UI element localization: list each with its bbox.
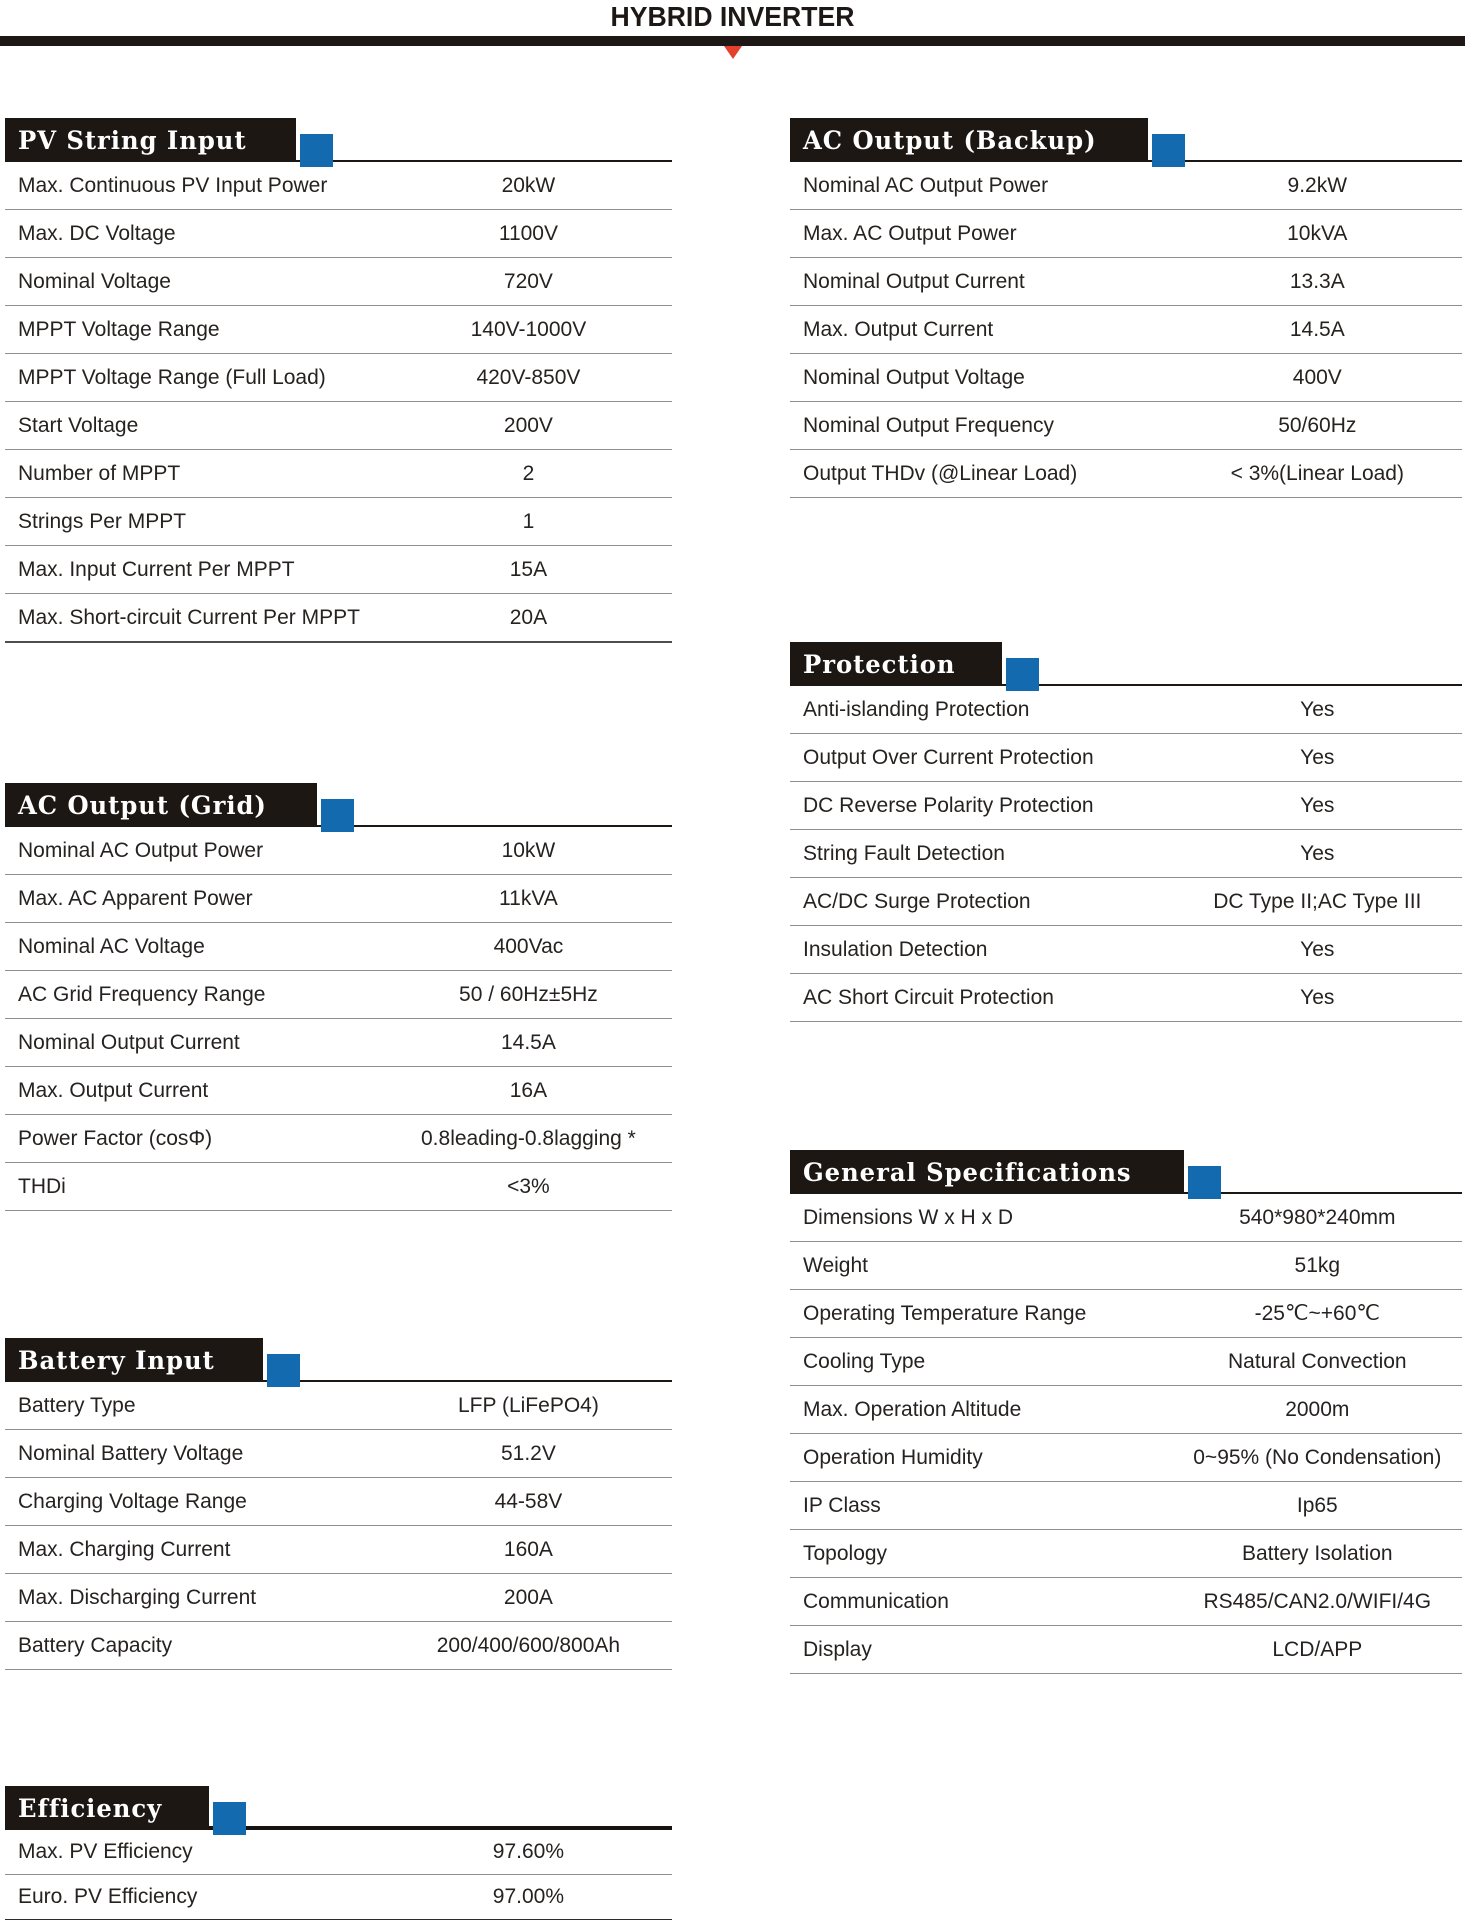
spec-row [5,1574,672,1622]
spec-label: MPPT Voltage Range [18,317,220,341]
spec-value: 540*980*240mm [1239,1205,1396,1229]
spec-value: -25℃~+60℃ [1254,1302,1380,1325]
section-title: AC Output (Backup) [803,125,1097,155]
spec-row [5,1622,672,1670]
spec-value: 720V [503,269,553,293]
section-ac-output-backup [790,118,1462,498]
spec-row [5,1526,672,1574]
spec-value: 2000m [1285,1397,1350,1421]
spec-row [790,402,1462,450]
spec-value: 20kW [501,173,556,197]
spec-value: 0.8leading-0.8lagging * [421,1126,636,1150]
spec-row [5,971,672,1019]
section-title: Battery Input [18,1345,215,1375]
spec-label: Operating Temperature Range [803,1301,1087,1325]
spec-label: Charging Voltage Range [18,1489,247,1513]
spec-table [790,1194,1462,1674]
red-triangle-marker [724,46,742,59]
spec-label: Cooling Type [803,1349,926,1373]
spec-value: 400Vac [493,934,564,958]
section-protection [790,642,1462,1022]
spec-label: Output THDv (@Linear Load) [803,461,1078,485]
spec-value: 14.5A [1289,317,1345,341]
spec-label: Start Voltage [18,413,139,437]
spec-value: 20A [509,605,548,629]
spec-row [5,546,672,594]
section-header [5,1338,672,1382]
spec-label: Max. AC Output Power [803,221,1017,245]
spec-row [790,926,1462,974]
spec-row [5,1067,672,1115]
spec-value: 50 / 60Hz±5Hz [459,982,598,1006]
spec-label: Euro. PV Efficiency [18,1885,198,1908]
spec-value: 51kg [1294,1253,1341,1277]
spec-row [790,450,1462,498]
spec-label: Nominal AC Voltage [18,934,205,958]
spec-label: Nominal AC Output Power [18,838,264,862]
spec-row [790,162,1462,210]
spec-label: Nominal Output Current [18,1030,240,1054]
spec-value: Yes [1300,985,1335,1009]
spec-row [5,1163,672,1211]
spec-label: Communication [803,1589,949,1613]
spec-row [790,782,1462,830]
spec-label: Nominal Output Current [803,269,1025,293]
section-header-bar [5,1338,263,1382]
spec-label: Battery Type [18,1393,136,1417]
section-general-specifications [790,1150,1462,1674]
spec-label: Nominal Voltage [18,269,171,293]
spec-table [5,1382,672,1670]
spec-row [790,1626,1462,1674]
spec-value: 2 [522,461,535,485]
spec-label: THDi [18,1174,66,1198]
spec-value: Natural Convection [1228,1349,1407,1373]
spec-row [790,1434,1462,1482]
spec-row [5,594,672,643]
spec-value: 200/400/600/800Ah [436,1633,621,1657]
spec-value: 51.2V [500,1441,556,1465]
spec-label: Nominal Output Frequency [803,413,1054,437]
spec-row [790,830,1462,878]
spec-value: 10kW [501,838,556,862]
section-header [790,1150,1462,1194]
spec-value: DC Type II;AC Type III [1213,889,1422,913]
spec-label: Max. AC Apparent Power [18,886,253,910]
section-header [790,642,1462,686]
section-header [5,783,672,827]
section-battery-input [5,1338,672,1670]
blue-accent-square [267,1354,300,1387]
section-header-bar [5,783,317,827]
section-ac-output-grid [5,783,672,1211]
spec-row [5,498,672,546]
spec-row [5,1115,672,1163]
spec-row [5,1875,672,1920]
section-header-bar [790,642,1002,686]
spec-value: Yes [1300,841,1335,865]
spec-label: Output Over Current Protection [803,745,1094,769]
spec-value: 16A [509,1078,548,1102]
spec-row [5,306,672,354]
spec-row [790,210,1462,258]
spec-row [790,974,1462,1022]
spec-value: Ip65 [1296,1493,1338,1517]
blue-accent-square [1188,1166,1221,1199]
spec-row [790,1338,1462,1386]
spec-label: MPPT Voltage Range (Full Load) [18,365,326,389]
spec-value: 50/60Hz [1278,413,1357,437]
spec-label: Nominal Battery Voltage [18,1441,244,1465]
spec-value: LFP (LiFePO4) [458,1393,599,1417]
blue-accent-square [300,134,333,167]
section-title: Efficiency [18,1793,163,1823]
spec-label: Topology [803,1541,888,1565]
spec-label: Nominal Output Voltage [803,365,1025,389]
spec-value: 15A [509,557,548,581]
spec-label: Max. Operation Altitude [803,1397,1022,1421]
spec-value: Yes [1300,793,1335,817]
spec-label: Power Factor (cosΦ) [18,1126,213,1150]
spec-value: 1 [522,509,535,533]
spec-row [5,923,672,971]
title-divider-rule [0,36,1465,46]
spec-label: Max. Continuous PV Input Power [18,173,328,197]
spec-label: AC Grid Frequency Range [18,982,266,1006]
section-header [5,1786,672,1830]
spec-value: 140V-1000V [470,317,587,341]
spec-label: Battery Capacity [18,1633,173,1657]
spec-row [5,1430,672,1478]
section-header-bar [790,118,1148,162]
spec-row [5,1019,672,1067]
spec-label: Strings Per MPPT [18,509,187,533]
spec-label: Max. DC Voltage [18,221,176,245]
spec-value: 0~95% (No Condensation) [1193,1445,1442,1469]
spec-row [5,450,672,498]
blue-accent-square [321,799,354,832]
spec-value: 11kVA [499,886,558,910]
spec-row [5,1478,672,1526]
spec-row [790,1386,1462,1434]
spec-value: 200A [503,1585,553,1609]
spec-label: Weight [803,1253,868,1277]
spec-row [790,258,1462,306]
spec-row [5,354,672,402]
spec-label: Max. PV Efficiency [18,1840,193,1863]
spec-value: Yes [1300,745,1335,769]
spec-label: AC Short Circuit Protection [803,985,1054,1009]
spec-row [790,878,1462,926]
section-header [790,118,1462,162]
section-title: Protection [803,649,956,679]
spec-value: <3% [507,1174,550,1198]
spec-value: 160A [503,1537,553,1561]
spec-value: 97.00% [492,1885,565,1908]
spec-row [790,1290,1462,1338]
spec-row [5,258,672,306]
spec-value: 14.5A [500,1030,556,1054]
spec-label: Operation Humidity [803,1445,983,1469]
spec-table [790,162,1462,498]
spec-row [5,827,672,875]
spec-table [5,162,672,643]
spec-row [790,354,1462,402]
section-pv-string-input [5,118,672,643]
spec-label: Max. Discharging Current [18,1585,257,1609]
spec-value: RS485/CAN2.0/WIFI/4G [1203,1589,1432,1613]
spec-row [790,306,1462,354]
spec-row [790,734,1462,782]
spec-value: 10kVA [1287,221,1348,245]
spec-label: Number of MPPT [18,461,181,485]
spec-value: Yes [1300,937,1335,961]
spec-label: DC Reverse Polarity Protection [803,793,1094,817]
spec-value: Yes [1300,697,1335,721]
blue-accent-square [213,1802,246,1835]
spec-row [790,1242,1462,1290]
spec-row [5,210,672,258]
spec-value: < 3%(Linear Load) [1230,461,1404,485]
spec-table [5,827,672,1211]
spec-label: Max. Short-circuit Current Per MPPT [18,605,360,629]
spec-value: 97.60% [492,1840,565,1863]
blue-accent-square [1006,658,1039,691]
spec-label: Max. Output Current [803,317,994,341]
section-title: General Specifications [803,1157,1132,1187]
section-efficiency [5,1786,672,1920]
spec-row [790,1194,1462,1242]
spec-row [5,1382,672,1430]
spec-row [5,162,672,210]
section-title: AC Output (Grid) [18,790,267,820]
spec-label: Max. Input Current Per MPPT [18,557,295,581]
spec-value: 200V [503,413,553,437]
spec-label: Nominal AC Output Power [803,173,1049,197]
section-header [5,118,672,162]
spec-label: String Fault Detection [803,841,1005,865]
spec-row [790,1530,1462,1578]
section-header-bar [5,118,296,162]
spec-table [790,686,1462,1022]
spec-label: Max. Output Current [18,1078,209,1102]
spec-value: 44-58V [494,1489,563,1513]
spec-label: Insulation Detection [803,937,988,961]
spec-row [5,1830,672,1875]
spec-label: Display [803,1637,872,1661]
spec-value: 420V-850V [476,365,581,389]
blue-accent-square [1152,134,1185,167]
spec-value: LCD/APP [1272,1637,1363,1661]
spec-label: IP Class [803,1493,881,1517]
section-header-bar [790,1150,1184,1194]
spec-value: Battery Isolation [1242,1541,1393,1565]
spec-row [790,1482,1462,1530]
section-header-bar [5,1786,209,1830]
spec-value: 400V [1292,365,1342,389]
spec-label: AC/DC Surge Protection [803,889,1031,913]
spec-row [5,875,672,923]
spec-value: 1100V [498,221,558,245]
spec-table [5,1830,672,1920]
spec-value: 9.2kW [1287,173,1348,197]
spec-row [5,402,672,450]
section-title: PV String Input [18,125,247,155]
spec-row [790,686,1462,734]
spec-label: Anti-islanding Protection [803,697,1030,721]
spec-value: 13.3A [1289,269,1345,293]
spec-label: Dimensions W x H x D [803,1205,1014,1229]
page-title: HYBRID INVERTER [610,1,855,32]
spec-row [790,1578,1462,1626]
spec-label: Max. Charging Current [18,1537,231,1561]
